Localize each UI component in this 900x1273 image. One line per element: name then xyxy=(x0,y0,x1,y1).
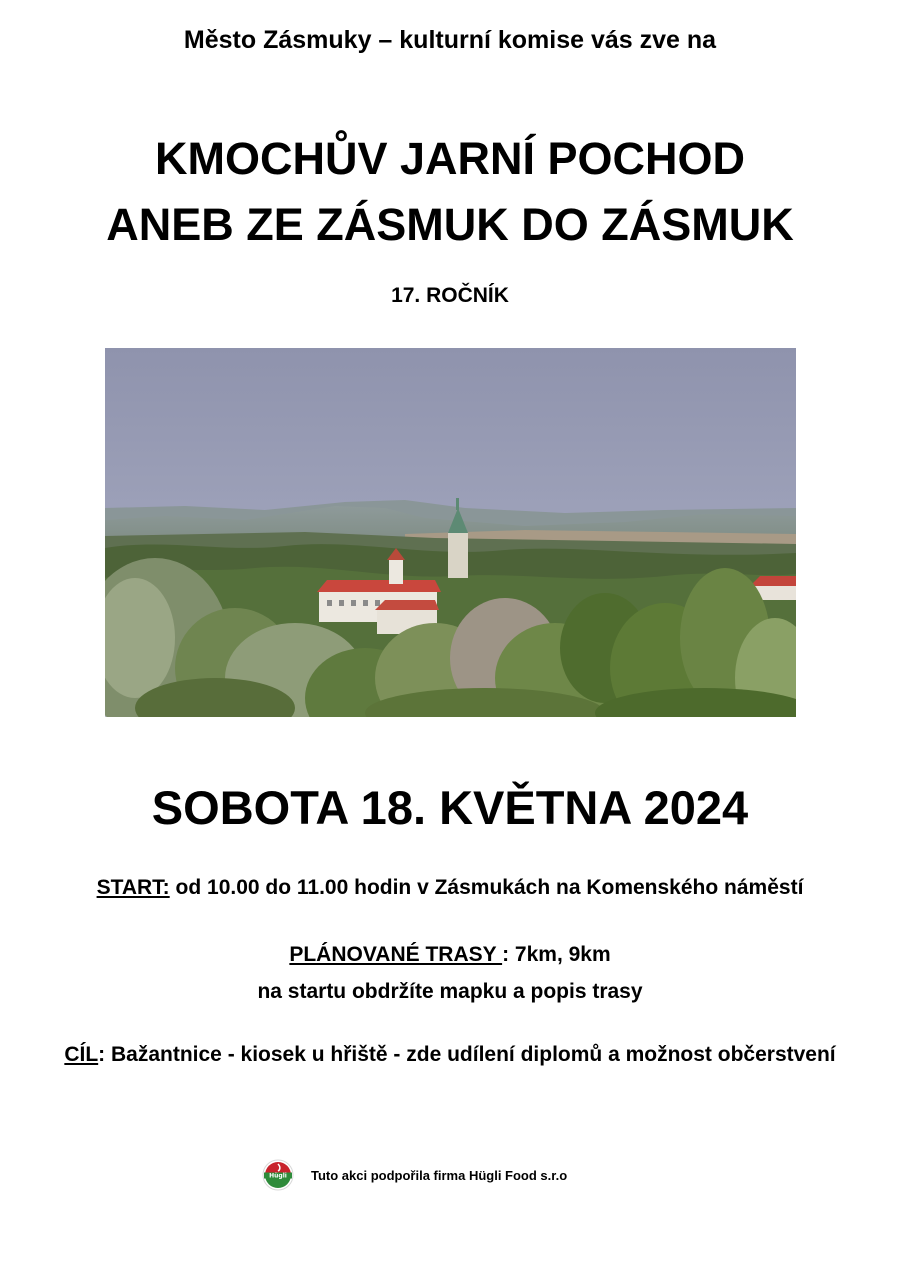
routes-note: na startu obdržíte mapku a popis trasy xyxy=(257,980,643,1003)
event-date: SOBOTA 18. KVĚTNA 2024 xyxy=(151,781,749,834)
landscape-photo xyxy=(105,348,796,717)
goal-info xyxy=(0,1043,900,1067)
start-info xyxy=(0,876,900,900)
routes-info xyxy=(0,943,900,967)
start-details: od 10.00 do 11.00 hodin v Zásmukách na Komenského náměstí xyxy=(169,876,804,899)
hugli-logo-icon xyxy=(262,1159,294,1191)
routes-details: : 7km, 9km xyxy=(502,943,611,966)
sponsor-text: Tuto akci podpořila firma Hügli Food s.r.o xyxy=(311,1167,568,1183)
event-title-line-2: ANEB ZE ZÁSMUK DO ZÁSMUK xyxy=(106,199,794,250)
sponsor-note xyxy=(262,1158,567,1192)
routes-label: PLÁNOVANÉ TRASY xyxy=(289,943,503,966)
goal-label: CÍL xyxy=(64,1043,99,1066)
edition-label: 17. ROČNÍK xyxy=(391,284,509,307)
goal-details: : Bažantnice - kiosek u hřiště - zde udílení diplomů a možnost občerstvení xyxy=(98,1043,836,1066)
event-title-line-1: KMOCHŮV JARNÍ POCHOD xyxy=(154,133,746,184)
invitation-intro: Město Zásmuky – kulturní komise vás zve na xyxy=(183,26,717,54)
start-label: START: xyxy=(96,876,170,899)
hugli-logo-text: Hügli xyxy=(269,1172,287,1180)
